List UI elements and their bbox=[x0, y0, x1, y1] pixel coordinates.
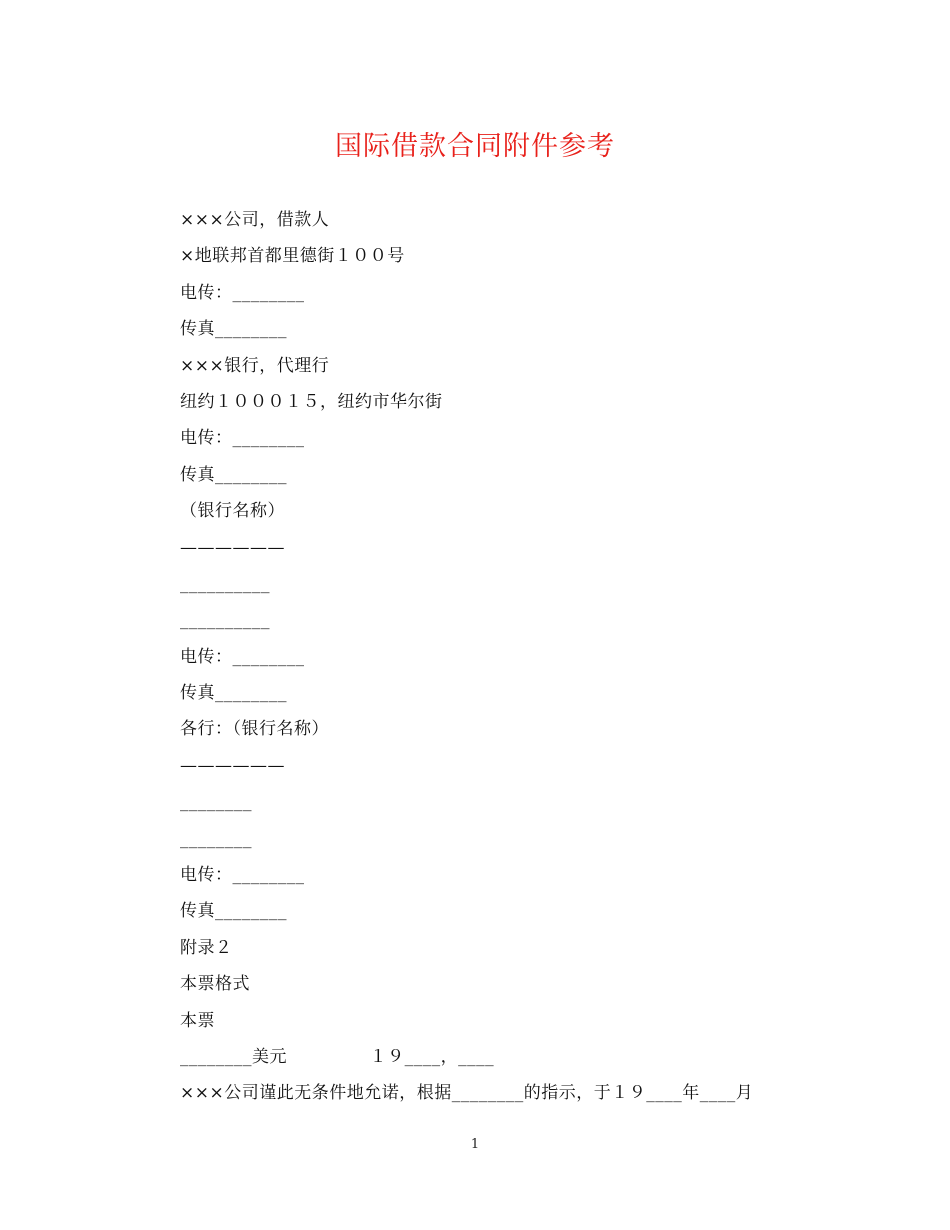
text-line-amount-date: ________美元 １９____，____ bbox=[180, 1046, 495, 1067]
text-line-telex: 电传：________ bbox=[180, 865, 305, 886]
document-body bbox=[180, 205, 820, 1115]
text-line-agent-bank: ×××银行，代理行 bbox=[180, 355, 330, 376]
text-line-note-heading: 本票 bbox=[180, 1010, 215, 1031]
text-line-telex: 电传：________ bbox=[180, 282, 305, 303]
text-line-blank: ________ bbox=[180, 792, 252, 813]
text-line-dash-blank: —————— bbox=[180, 755, 285, 776]
text-line-appendix: 附录２ bbox=[180, 937, 233, 958]
text-line-blank: __________ bbox=[180, 610, 270, 631]
page-number: 1 bbox=[470, 1137, 480, 1152]
text-line-dash-blank: —————— bbox=[180, 537, 285, 558]
document-title: 国际借款合同附件参考 bbox=[335, 131, 615, 162]
text-line-agent-address: 纽约１０００１５，纽约市华尔街 bbox=[180, 391, 443, 412]
text-line-fax: 传真________ bbox=[180, 901, 287, 922]
text-line-blank: ________ bbox=[180, 828, 252, 849]
text-line-fax: 传真________ bbox=[180, 464, 287, 485]
text-line-borrower: ×××公司，借款人 bbox=[180, 210, 330, 230]
text-line-banks: 各行：（银行名称） bbox=[180, 719, 329, 740]
text-line-blank: __________ bbox=[180, 573, 270, 594]
text-line-note-format: 本票格式 bbox=[180, 974, 250, 995]
text-line-promise: ×××公司谨此无条件地允诺，根据________的指示，于１９____年____月 bbox=[180, 1083, 754, 1104]
text-line-borrower-address: ×地联邦首都里德街１００号 bbox=[180, 246, 405, 267]
text-line-bank-name: （银行名称） bbox=[180, 501, 285, 522]
text-line-telex: 电传：________ bbox=[180, 428, 305, 449]
text-line-fax: 传真________ bbox=[180, 683, 287, 704]
text-line-telex: 电传：________ bbox=[180, 646, 305, 667]
text-line-fax: 传真________ bbox=[180, 319, 287, 340]
